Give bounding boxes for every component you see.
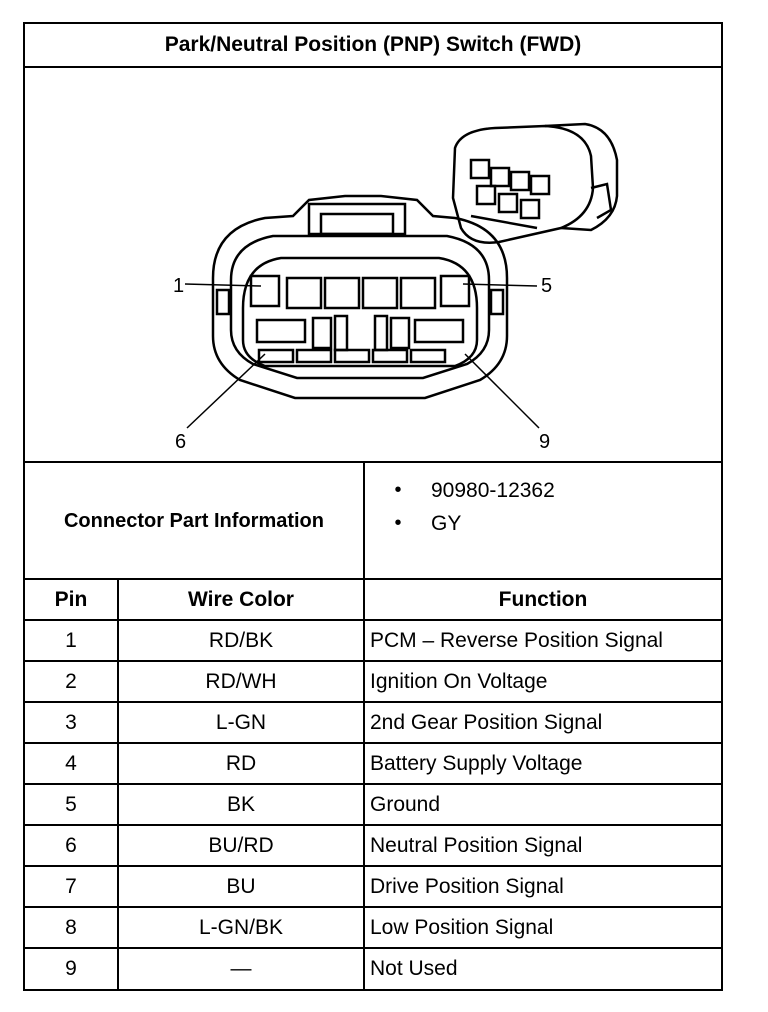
wire-color-cell: BK xyxy=(226,792,255,816)
table-row xyxy=(25,703,721,744)
table-row xyxy=(25,867,721,908)
table-row xyxy=(25,785,721,826)
callout-5: 5 xyxy=(541,275,553,297)
part-number: 90980-12362 xyxy=(431,478,555,502)
wire-color-cell: RD/WH xyxy=(205,669,277,693)
column-header-pin: Pin xyxy=(54,587,88,611)
bullet-icon: • xyxy=(394,479,402,501)
function-cell: Neutral Position Signal xyxy=(370,833,583,857)
connector-info-label: Connector Part Information xyxy=(63,509,324,532)
pin-cell: 4 xyxy=(65,751,77,775)
pin-cell: 9 xyxy=(65,956,77,980)
connector-face-drawing xyxy=(25,68,721,461)
function-cell: Not Used xyxy=(370,956,458,980)
wire-color-cell: — xyxy=(230,956,252,980)
connector-info-list xyxy=(365,474,719,540)
table-row xyxy=(25,908,721,949)
connector-frame xyxy=(23,22,723,991)
function-cell: Ignition On Voltage xyxy=(370,669,548,693)
pin-cell: 6 xyxy=(65,833,77,857)
connector-color: GY xyxy=(431,511,462,535)
column-header-function: Function xyxy=(498,587,588,611)
pin-cell: 8 xyxy=(65,915,77,939)
column-header-wire-color: Wire Color xyxy=(188,587,294,611)
bullet-icon: • xyxy=(394,512,402,534)
callout-1: 1 xyxy=(173,275,185,297)
table-row xyxy=(25,949,721,990)
table-row xyxy=(25,621,721,662)
table-row xyxy=(25,744,721,785)
pin-cell: 1 xyxy=(65,628,77,652)
connector-info-item xyxy=(365,507,719,540)
pin-cell: 5 xyxy=(65,792,77,816)
connector-diagram xyxy=(25,68,721,461)
divider xyxy=(25,461,721,463)
function-cell: Low Position Signal xyxy=(370,915,554,939)
wire-color-cell: BU/RD xyxy=(208,833,274,857)
table-row xyxy=(25,826,721,867)
function-cell: Drive Position Signal xyxy=(370,874,564,898)
callout-6: 6 xyxy=(175,431,187,453)
page-title: Park/Neutral Position (PNP) Switch (FWD) xyxy=(25,24,721,68)
wire-color-cell: RD xyxy=(225,751,257,775)
pin-cell: 7 xyxy=(65,874,77,898)
pin-cell: 2 xyxy=(65,669,77,693)
wire-color-cell: BU xyxy=(226,874,256,898)
pin-cell: 3 xyxy=(65,710,77,734)
wire-color-cell: L-GN xyxy=(215,710,267,734)
connector-info-item xyxy=(365,474,719,507)
function-cell: Battery Supply Voltage xyxy=(370,751,583,775)
table-row xyxy=(25,662,721,703)
function-cell: Ground xyxy=(370,792,441,816)
connector-latch xyxy=(309,204,405,234)
function-cell: 2nd Gear Position Signal xyxy=(370,710,603,734)
function-cell: PCM – Reverse Position Signal xyxy=(370,628,663,652)
callout-9: 9 xyxy=(539,431,551,453)
wire-color-cell: L-GN/BK xyxy=(198,915,284,939)
wire-color-cell: RD/BK xyxy=(208,628,274,652)
